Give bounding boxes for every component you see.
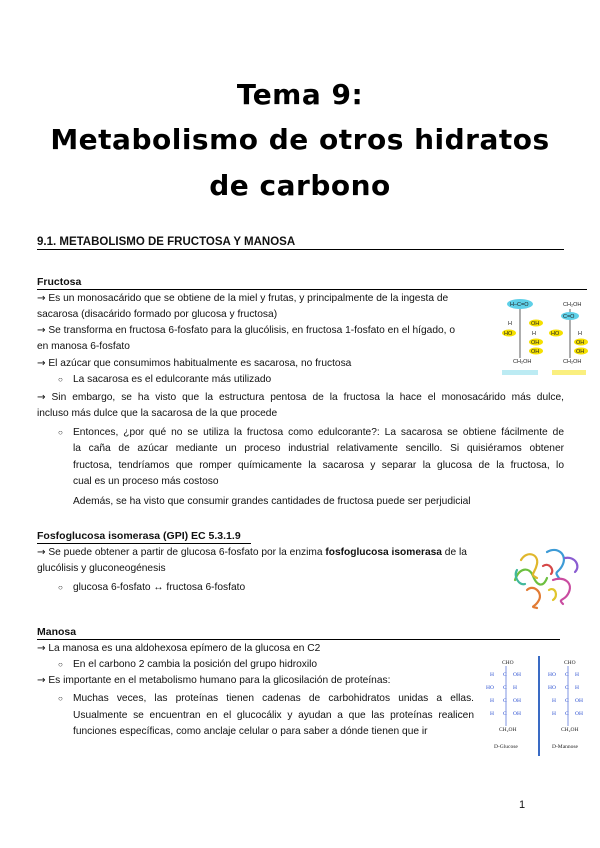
manosa-para-1: Muchas veces, las proteínas tienen cadenas de carbohidratos unidas a ellas. bbox=[73, 693, 474, 704]
svg-text:C: C bbox=[503, 698, 507, 704]
fructosa-line-3: → Se transforma en fructosa 6-fosfato para la glucólisis, en fructosa 1-fosfato en el hígado, o bbox=[37, 325, 455, 336]
circle-bullet-icon: ○ bbox=[58, 694, 63, 703]
svg-text:CHO: CHO bbox=[564, 660, 576, 666]
svg-text:H: H bbox=[513, 685, 517, 691]
fructosa-heading: Fructosa bbox=[37, 276, 587, 290]
circle-bullet-icon: ○ bbox=[58, 375, 63, 384]
fructosa-para-3: fructosa, tendríamos que romper químicamente la sacarosa y separar la glucosa de la fructosa, lo bbox=[73, 460, 564, 471]
svg-text:H: H bbox=[552, 698, 556, 704]
circle-bullet-icon: ○ bbox=[58, 660, 63, 669]
svg-text:CH₂OH: CH₂OH bbox=[561, 727, 579, 733]
fructosa-line-4: en manosa 6-fosfato bbox=[37, 341, 130, 352]
fructosa-line-1: → Es un monosacárido que se obtiene de la miel y frutas, y principalmente de la ingesta de bbox=[37, 293, 449, 304]
svg-text:HO: HO bbox=[551, 331, 560, 337]
svg-text:C: C bbox=[565, 698, 569, 704]
fructosa-line-2: sacarosa (disacárido formado por glucosa y fructosa) bbox=[37, 309, 278, 320]
svg-text:H: H bbox=[578, 331, 582, 337]
arrow-icon: → bbox=[37, 675, 46, 686]
svg-text:OH: OH bbox=[575, 711, 583, 717]
svg-text:C: C bbox=[503, 672, 507, 678]
svg-text:HO: HO bbox=[548, 672, 556, 678]
svg-text:HO: HO bbox=[504, 331, 513, 337]
gpi-bullet-1: ○ glucosa 6-fosfato ↔ fructosa 6-fosfato bbox=[58, 580, 245, 597]
svg-text:OH: OH bbox=[513, 711, 521, 717]
fructosa-bullet-1: ○ La sacarosa es el edulcorante más utilizado bbox=[58, 372, 271, 389]
arrow-icon: → bbox=[37, 293, 46, 304]
fructosa-para-2: la caña de azúcar mediante un proceso industrial relativamente sencillo. Si quisiéramos obtener bbox=[73, 443, 564, 454]
d-glucose-label: D-Glucose bbox=[494, 744, 518, 750]
gpi-protein-figure bbox=[507, 540, 587, 612]
svg-text:CHO: CHO bbox=[502, 660, 514, 666]
arrow-icon: → bbox=[37, 547, 46, 558]
svg-text:HO: HO bbox=[486, 685, 494, 691]
ketone-label: C=O bbox=[563, 314, 575, 320]
title-line-2: Metabolismo de otros hidratos bbox=[50, 123, 550, 156]
manosa-line-3: → Es importante en el metabolismo humano para la glicosilación de proteínas: bbox=[37, 675, 391, 686]
glucose-mannose-figure bbox=[482, 656, 590, 756]
title-line-3: de carbono bbox=[209, 169, 391, 202]
circle-bullet-icon: ○ bbox=[58, 428, 63, 437]
gpi-heading: Fosfoglucosa isomerasa (GPI) EC 5.3.1.9 bbox=[37, 530, 251, 544]
fructosa-line-8: incluso más dulce que la sacarosa de la que procede bbox=[37, 408, 278, 419]
fructosa-para-1: Entonces, ¿por qué no se utiliza la fructosa como edulcorante?: La sacarosa se obtiene fácilmente de bbox=[73, 427, 564, 438]
arrow-icon: → bbox=[37, 643, 46, 654]
svg-text:C: C bbox=[503, 685, 507, 691]
fructosa-para-5: Además, se ha visto que consumir grandes cantidades de fructosa puede ser perjudicial bbox=[73, 496, 471, 507]
svg-text:OH: OH bbox=[531, 349, 540, 355]
svg-text:H: H bbox=[490, 672, 494, 678]
svg-text:C: C bbox=[503, 711, 507, 717]
arrow-icon: → bbox=[37, 358, 46, 369]
gpi-line-2: glucólisis y gluconeogénesis bbox=[37, 563, 166, 574]
d-mannose-label: D-Mannose bbox=[552, 744, 578, 750]
svg-text:C: C bbox=[565, 672, 569, 678]
svg-text:CH₂OH: CH₂OH bbox=[513, 359, 532, 365]
svg-text:H: H bbox=[575, 685, 579, 691]
page-number: 1 bbox=[519, 799, 526, 811]
title-line-1: Tema 9: bbox=[236, 78, 364, 111]
svg-text:H: H bbox=[490, 698, 494, 704]
fructose-structure-figure bbox=[500, 296, 588, 378]
svg-text:H: H bbox=[532, 331, 536, 337]
manosa-line-1: → La manosa es una aldohexosa epímero de la glucosa en C2 bbox=[37, 643, 321, 654]
svg-text:OH: OH bbox=[576, 349, 585, 355]
circle-bullet-icon: ○ bbox=[58, 583, 63, 592]
aldehyde-label: H–C=O bbox=[510, 302, 529, 308]
svg-text:H: H bbox=[508, 321, 512, 327]
arrow-icon: → bbox=[37, 325, 46, 336]
svg-text:H: H bbox=[552, 711, 556, 717]
section-heading: 9.1. METABOLISMO DE FRUCTOSA Y MANOSA bbox=[37, 236, 564, 250]
svg-text:OH: OH bbox=[576, 340, 585, 346]
manosa-para-3: funciones específicas, como anclaje celular o para saber a dónde tienen que ir bbox=[73, 726, 428, 737]
svg-text:OH: OH bbox=[531, 340, 540, 346]
svg-text:OH: OH bbox=[531, 321, 540, 327]
fructosa-line-7: → Sin embargo, se ha visto que la estructura pentosa de la fructosa la hace el monosacárido más dulce, bbox=[37, 392, 564, 403]
manosa-bullet-1: ○ En el carbono 2 cambia la posición del grupo hidroxilo bbox=[58, 657, 317, 674]
svg-text:CH₂OH: CH₂OH bbox=[563, 359, 582, 365]
ketose-top-label: CH₂OH bbox=[563, 302, 582, 308]
svg-text:OH: OH bbox=[575, 698, 583, 704]
arrow-icon: → bbox=[37, 392, 46, 403]
svg-text:H: H bbox=[490, 711, 494, 717]
fructosa-line-5: → El azúcar que consumimos habitualmente es sacarosa, no fructosa bbox=[37, 358, 352, 369]
manosa-para-2: Usualmente se encuentran en el glucocálix y ayudan a que las proteínas realicen bbox=[73, 710, 474, 721]
svg-text:OH: OH bbox=[513, 698, 521, 704]
svg-text:C: C bbox=[565, 711, 569, 717]
gpi-line-1: → Se puede obtener a partir de glucosa 6-fosfato por la enzima fosfoglucosa isomerasa de la bbox=[37, 547, 467, 558]
svg-text:CH₂OH: CH₂OH bbox=[499, 727, 517, 733]
svg-text:HO: HO bbox=[548, 685, 556, 691]
svg-text:H: H bbox=[575, 672, 579, 678]
fructosa-para-4: cual es un proceso más costoso bbox=[73, 476, 219, 487]
svg-text:OH: OH bbox=[513, 672, 521, 678]
manosa-heading: Manosa bbox=[37, 626, 560, 640]
svg-text:C: C bbox=[565, 685, 569, 691]
